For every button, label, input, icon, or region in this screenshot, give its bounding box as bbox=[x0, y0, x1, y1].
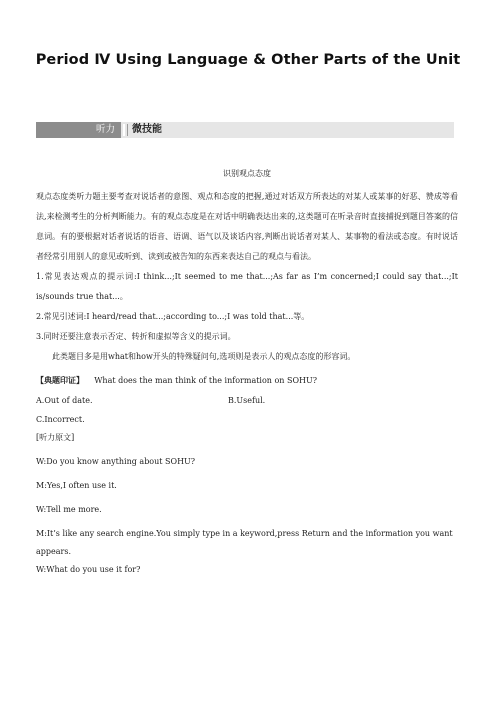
transcript-label: [听力原文] bbox=[36, 433, 75, 442]
dialog-line: W:What do you use it for? bbox=[36, 565, 141, 574]
banner-tag: 听力 bbox=[36, 122, 121, 138]
point-3: 3.同时还要注意表示否定、转折和虚拟等含义的提示词。 bbox=[36, 332, 236, 341]
dialog-line: M:Yes,I often use it. bbox=[36, 481, 117, 490]
dialog-line: W:Do you know anything about SOHU? bbox=[36, 457, 196, 466]
option-a: A.Out of date. bbox=[36, 396, 93, 405]
point-1: 1.常见表达观点的提示词:I think...;It seemed to me that...;As far as I’m concerned;I could say that...;It is/sounds true that...。 bbox=[36, 272, 458, 301]
dialog-line: W:Tell me more. bbox=[36, 505, 102, 514]
example-question: What does the man think of the information on SOHU? bbox=[94, 376, 318, 385]
content bbox=[36, 164, 458, 579]
section-banner bbox=[36, 122, 454, 138]
options-row bbox=[36, 391, 458, 411]
option-c-block bbox=[36, 411, 458, 447]
dialog-line: M:It’s like any search engine.You simply type in a keyword,press Return and the information you want appears. bbox=[36, 529, 453, 556]
point-2: 2.常见引述词:I heard/read that...;according to...;I was told that...等。 bbox=[36, 312, 310, 321]
option-b: B.Useful. bbox=[228, 396, 266, 405]
page-title: Period Ⅳ Using Language & Other Parts of the Unit bbox=[35, 52, 461, 68]
banner-heading: 微技能 bbox=[132, 124, 162, 135]
summary-paragraph: 此类题目多是用what和how开头的特殊疑问句,选项则是表示人的观点态度的形容词。 bbox=[52, 352, 356, 361]
example-label: 【典题印证】 bbox=[36, 375, 84, 385]
banner-divider bbox=[123, 124, 125, 136]
banner-divider-line bbox=[127, 124, 128, 136]
option-c: C.Incorrect. bbox=[36, 415, 85, 424]
example-question-line bbox=[36, 370, 458, 391]
intro-paragraph: 观点态度类听力题主要考查对说话者的意图、观点和态度的把握,通过对话双方所表达的对某人或某事的好恶、赞成等看法,来检测考生的分析判断能力。有的观点态度是在对话中明确表达出来的,这类题可在听录音时直接捕捉到题目答案的信息词。有的要根据对话者说话的语音、语调、语气以及谈话内容,判断出说话者对某人、某事物的看法或态度。有时说话者经常引用别人的意见或听到、读到或被告知的东西来表达自己的观点与看法。 bbox=[36, 192, 458, 261]
transcript-dialog bbox=[36, 453, 458, 579]
section-title: 识别观点态度 bbox=[223, 169, 271, 178]
